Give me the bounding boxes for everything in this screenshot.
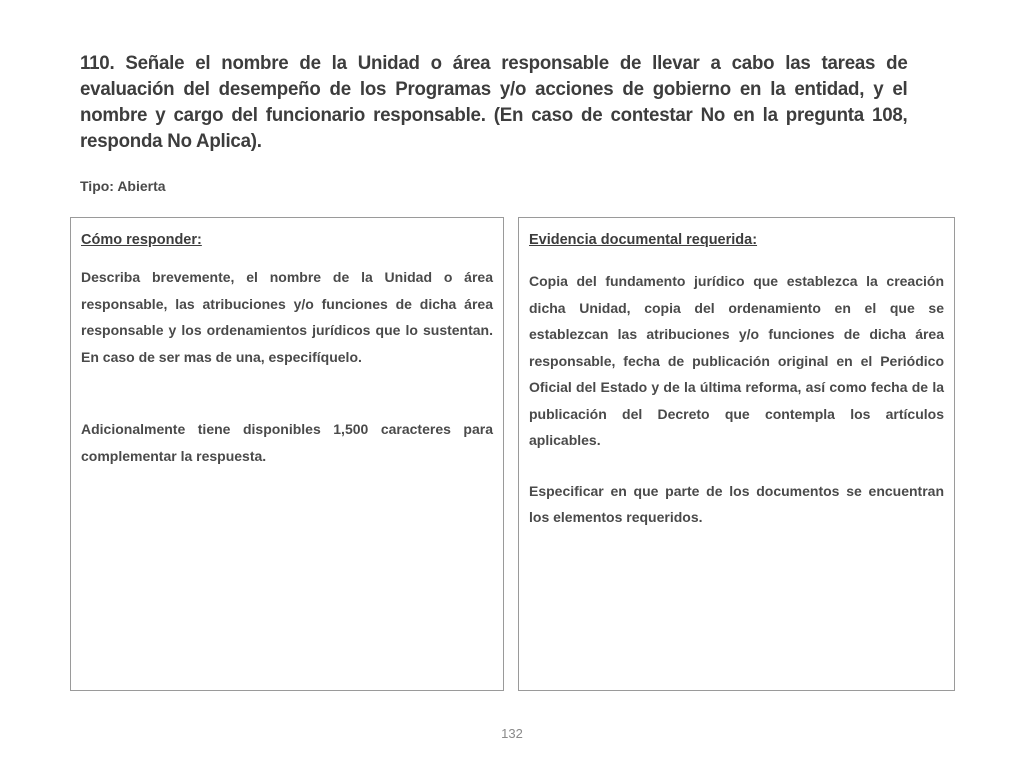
evidence-paragraph-1: Copia del fundamento jurídico que establezca la creación dicha Unidad, copia del ordenamiento en el que se establezcan las atribuciones y/o funciones de dicha área responsable, fecha de publicación original en el Periódico Oficial del Estado y de la última reforma, así como fecha de la publicación del Decreto que contempla los artículos aplicables. <box>529 273 944 448</box>
evidence-heading: Evidencia documental requerida: <box>529 232 758 248</box>
evidence-paragraph-2: Especificar en que parte de los documentos se encuentran los elementos requeridos. <box>529 482 944 525</box>
how-to-answer-paragraph-2: Adicionalmente tiene disponibles 1,500 caracteres para complementar la respuesta. <box>81 421 493 464</box>
how-to-answer-panel <box>70 217 504 691</box>
page-number: 132 <box>501 726 523 741</box>
evidence-panel <box>518 217 955 691</box>
how-to-answer-paragraph-1: Describa brevemente, el nombre de la Unidad o área responsable, las atribuciones y/o funciones de dicha área responsable y los ordenamientos jurídicos que lo sustentan. En caso de ser mas de una, especifíquelo. <box>81 269 493 365</box>
how-to-answer-heading: Cómo responder: <box>81 232 202 248</box>
question-type-label: Tipo: Abierta <box>80 178 166 194</box>
question-text: 110. Señale el nombre de la Unidad o área responsable de llevar a cabo las tareas de evaluación del desempeño de los Programas y/o acciones de gobierno en la entidad, y el nombre y cargo del funcionario responsable. (En caso de contestar No en la pregunta 108, responda No Aplica). <box>80 52 908 152</box>
